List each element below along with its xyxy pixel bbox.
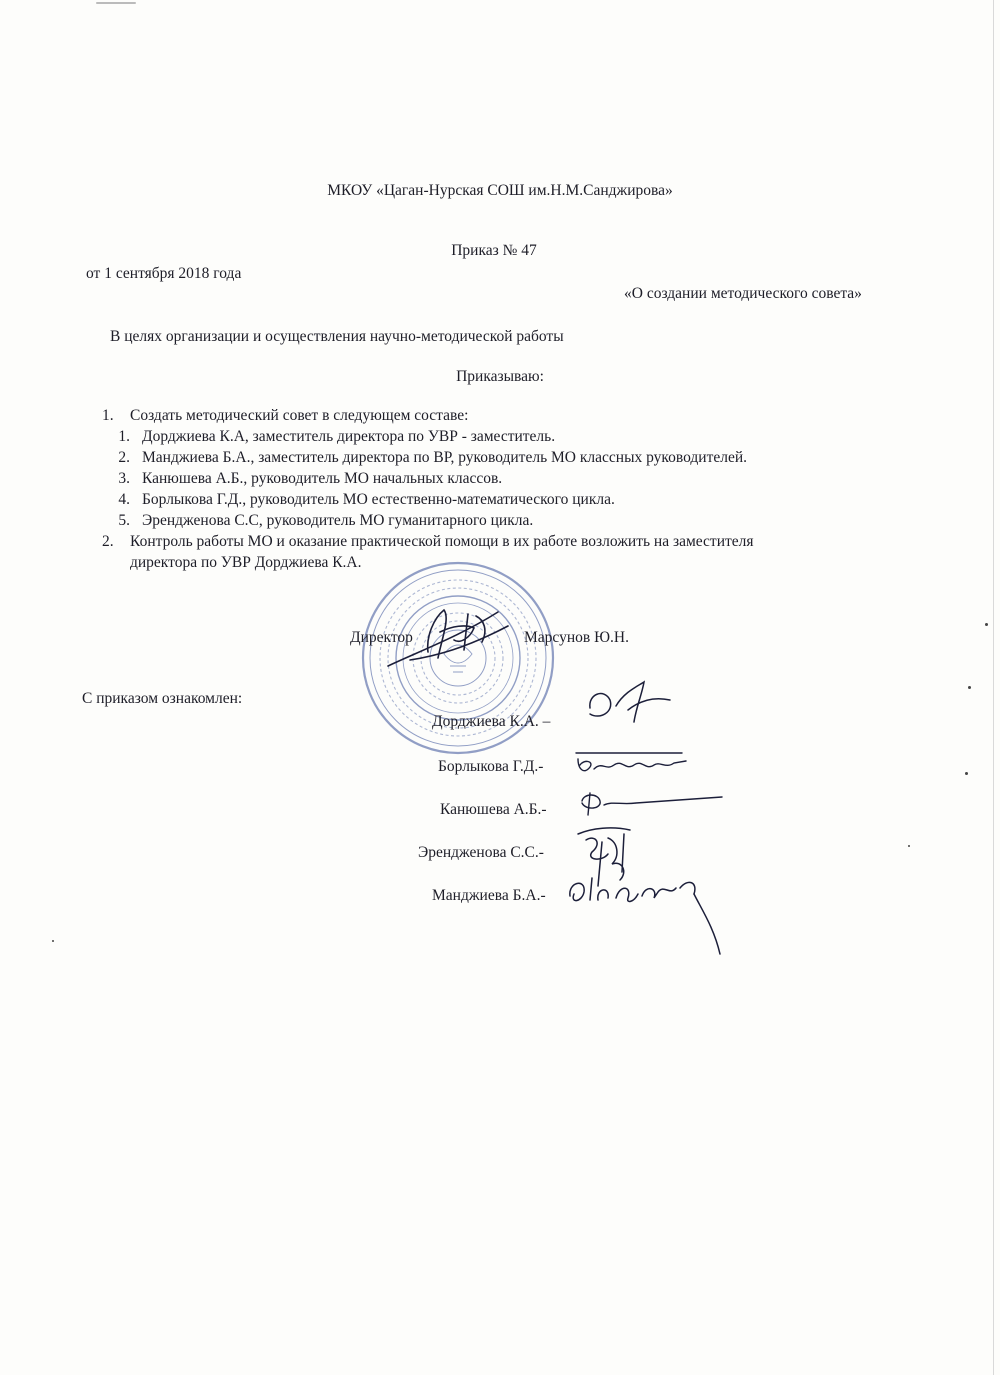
signature-dordzhieva <box>572 672 682 734</box>
sub-list-item <box>104 448 747 468</box>
order-title: Приказ № 47 <box>451 242 537 259</box>
director-signature <box>380 596 530 676</box>
sub-list-item <box>104 490 615 510</box>
scan-speck <box>965 772 968 775</box>
order-word: Приказываю: <box>456 368 544 385</box>
scan-speck <box>96 2 136 4</box>
sub-list-item-number: 2. <box>118 449 130 466</box>
list-item-text: Контроль работы МО и оказание практической помощи в их работе возложить на заместителя <box>130 533 754 550</box>
signature-kanyusheva <box>576 785 726 821</box>
sub-list-item-number: 4. <box>118 491 130 508</box>
organization-name: МКОУ «Цаган-Нурская СОШ им.Н.М.Санджирова» <box>327 182 673 199</box>
list-item-text: Создать методический совет в следующем составе: <box>130 407 469 424</box>
signature-borlykova <box>570 747 694 783</box>
sub-list-item <box>104 469 502 489</box>
sub-list-item-text: Эрендженова С.С, руководитель МО гуманитарного цикла. <box>142 512 534 529</box>
sub-list-item-number: 3. <box>118 470 130 487</box>
scan-speck <box>52 940 54 942</box>
order-date: от 1 сентября 2018 года <box>86 265 242 282</box>
signature-mandzhieva <box>562 866 724 960</box>
acquainted-person: Дорджиева К.А. – <box>432 713 551 730</box>
acquainted-person: Канюшева А.Б.- <box>440 801 547 818</box>
director-name: Марсунов Ю.Н. <box>524 629 629 646</box>
acquainted-person: Эрендженова С.С.- <box>418 844 544 861</box>
director-title: Директор <box>350 629 413 646</box>
sub-list-item-text: Борлыкова Г.Д., руководитель МО естественно-математического цикла. <box>142 491 615 508</box>
sub-list-item-number: 5. <box>118 512 130 529</box>
sub-list-item-number: 1. <box>118 428 130 445</box>
list-item-number: 2. <box>102 533 114 550</box>
order-subject: «О создании методического совета» <box>624 285 862 302</box>
list-item-continuation: директора по УВР Дорджиева К.А. <box>130 554 362 571</box>
scan-speck <box>968 686 971 689</box>
sub-list-item <box>104 427 555 447</box>
acquainted-label: С приказом ознакомлен: <box>82 690 243 707</box>
sub-list-item-text: Манджиева Б.А., заместитель директора по ВР, руководитель МО классных руководителей. <box>142 449 748 466</box>
acquainted-person: Манджиева Б.А.- <box>432 887 546 904</box>
sub-list-item-text: Дорджиева К.А, заместитель директора по УВР - заместитель. <box>142 428 556 445</box>
sub-list-item <box>104 511 533 531</box>
scan-speck <box>908 845 910 847</box>
scan-edge <box>993 0 994 1375</box>
scan-speck <box>985 623 988 626</box>
acquainted-person: Борлыкова Г.Д.- <box>438 758 544 775</box>
list-item-number: 1. <box>102 407 114 424</box>
sub-list-item-text: Канюшева А.Б., руководитель МО начальных классов. <box>142 470 503 487</box>
preamble: В целях организации и осуществления научно-методической работы <box>110 328 564 345</box>
list-item <box>102 406 468 426</box>
list-item <box>102 532 754 552</box>
